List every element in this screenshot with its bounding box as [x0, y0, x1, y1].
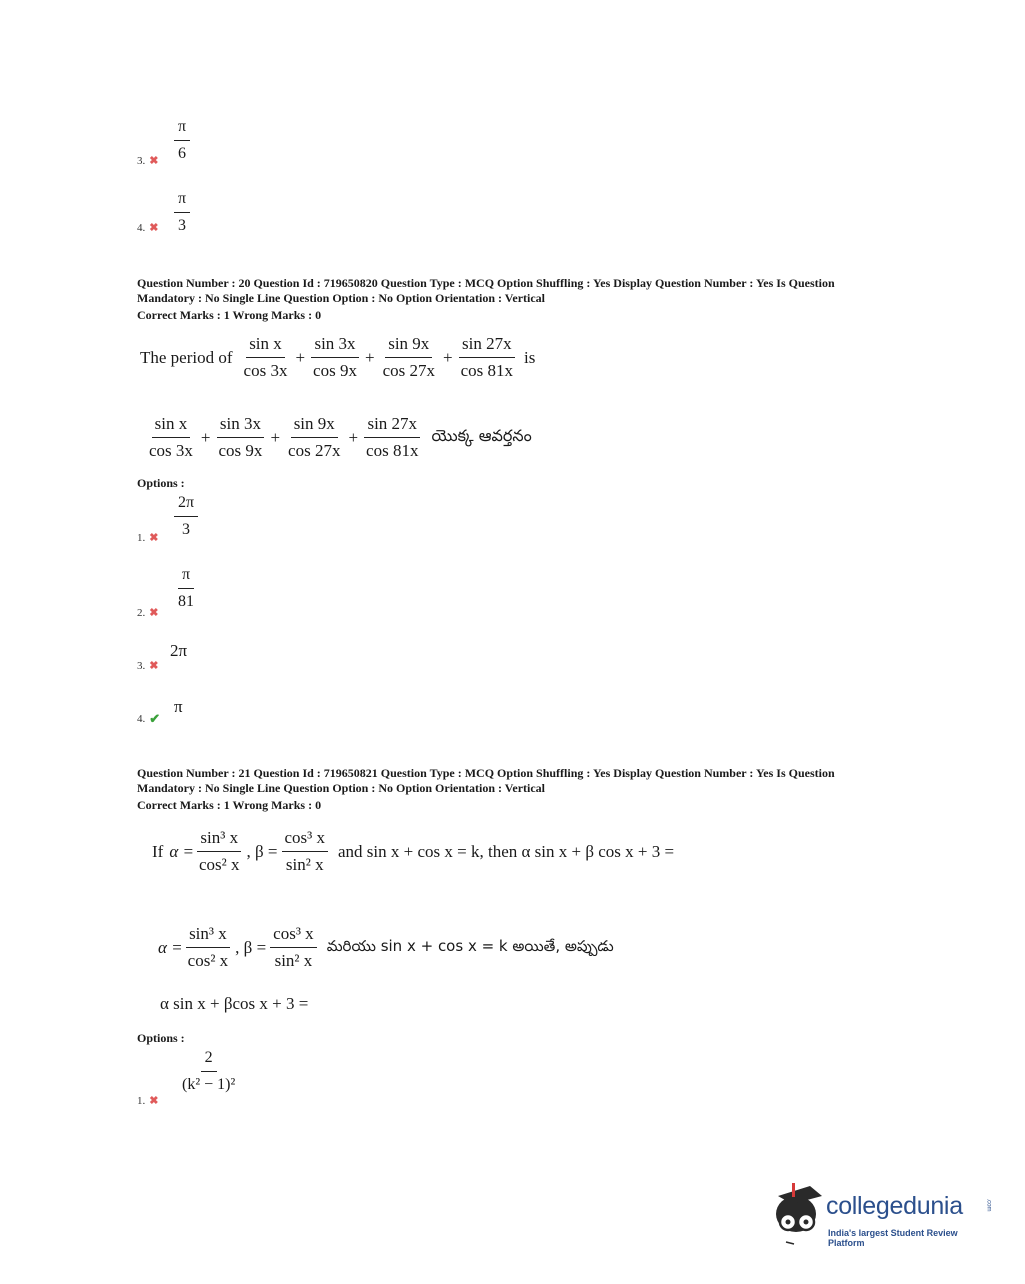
- q21-beta-fraction: $\frac{\text{cos³ x}}{\text{sin² x}}$: [282, 828, 329, 875]
- q20-option-1-fraction: $\frac{2\pi}{3}$: [174, 494, 198, 539]
- prev-option-3-fraction: $\frac{\pi}{6}$: [174, 118, 190, 163]
- q20-te-term-2: $\frac{\sin 3x}{\cos 9x}$: [218, 414, 263, 460]
- q20-term-4: $\frac{\sin 27x}{\cos 81x}$: [460, 334, 513, 380]
- q20-option-2-fraction: $\frac{\pi}{81}$: [178, 566, 194, 610]
- wrong-icon: ✖: [149, 222, 159, 234]
- q20-options-heading: Options :: [137, 476, 185, 490]
- q21-te-alpha-fraction: $\frac{\text{sin³ x}}{\text{cos² x}}$: [187, 924, 229, 970]
- mascot-icon: [770, 1180, 828, 1246]
- q21-telugu-question: α = $\frac{\text{sin³ x}}{\text{cos² x}}$ , β = $\frac{\text{cos³ x}}{\text{sin² x}}$ మరియు sin x + cos x = k అయితే, అప్పుడు: [158, 924, 614, 970]
- logo-suffix: .com: [985, 1198, 992, 1212]
- q21-meta: Question Number : 21 Question Id : 719650821 Question Type : MCQ Option Shuffling : Yes Display Question Number : Yes Is Question Mandatory : No Single Line Question Option : No Option Orientation : Vertical Correct Marks : 1 Wrong Marks : 0: [137, 766, 835, 812]
- q20-option-2-label[interactable]: 2. ✖: [137, 606, 159, 619]
- q21-telugu-question-line2: α sin x + βcos x + 3 =: [160, 994, 309, 1013]
- q21-alpha-fraction: $\frac{\text{sin³ x}}{\text{cos² x}}$: [198, 828, 240, 874]
- logo-tagline: India's largest Student Review Platform: [828, 1228, 958, 1248]
- wrong-icon: ✖: [149, 1095, 159, 1107]
- q21-option-1-fraction: $\frac{2}{\text{(k² − 1)²}}$: [182, 1049, 236, 1093]
- prev-option-3-label: 3. ✖: [137, 154, 159, 167]
- q21-english-question: If α = $\frac{\text{sin³ x}}{\text{cos² x}}$ , β = $\frac{\text{cos³ x}}{\text{sin² x}}$ and sin x + cos x = k, then α sin x + β cos x + 3 =: [152, 828, 675, 874]
- q21-te-beta-fraction: $\frac{\text{cos³ x}}{\text{sin² x}}$: [270, 924, 317, 971]
- q21-option-1-label[interactable]: 1. ✖: [137, 1094, 159, 1107]
- wrong-icon: ✖: [149, 155, 159, 167]
- q20-te-term-1: $\frac{\text{sin x}}{\cos 3x}$: [149, 414, 193, 460]
- q21-options-heading: Options :: [137, 1031, 185, 1045]
- prev-option-4-label: 4. ✖: [137, 221, 159, 234]
- prev-option-4-fraction: $\frac{\pi}{3}$: [174, 190, 190, 235]
- checkmark-icon: ✔: [149, 711, 161, 726]
- q20-option-4-label[interactable]: 4. ✔: [137, 711, 161, 726]
- wrong-icon: ✖: [149, 660, 159, 672]
- q20-option-3-text: 2π: [170, 641, 188, 660]
- q20-telugu-question: $\frac{\text{sin x}}{\cos 3x}$ + $\frac{\sin 3x}{\cos 9x}$ + $\frac{\sin 9x}{\cos 27x}$ + $\frac{\sin 27x}{\cos 81x}$ యొక్క ఆవర్తనం: [144, 414, 532, 461]
- logo-wordmark: collegedunia: [826, 1192, 963, 1220]
- q20-option-4-text: π: [174, 697, 183, 716]
- q20-te-term-3: $\frac{\sin 9x}{\cos 27x}$: [288, 414, 341, 460]
- q20-te-term-4: $\frac{\sin 27x}{\cos 81x}$: [366, 414, 419, 460]
- q20-option-3-label[interactable]: 3. ✖: [137, 659, 159, 672]
- wrong-icon: ✖: [149, 607, 159, 619]
- q20-option-1-label[interactable]: 1. ✖: [137, 531, 159, 544]
- wrong-icon: ✖: [149, 532, 159, 544]
- q20-term-1: $\frac{\text{sin x}}{\cos 3x}$: [243, 334, 288, 380]
- q20-english-question: The period of $\frac{\text{sin x}}{\cos 3x}$ + $\frac{\sin 3x}{\cos 9x}$ + $\frac{\sin 9x}{\cos 27x}$ + $\frac{\sin 27x}{\cos 81x}$ is: [140, 334, 536, 380]
- collegedunia-logo: [770, 1180, 990, 1250]
- q20-term-2: $\frac{\sin 3x}{\cos 9x}$: [313, 334, 357, 380]
- q20-term-3: $\frac{\sin 9x}{\cos 27x}$: [382, 334, 435, 380]
- q20-meta: Question Number : 20 Question Id : 719650820 Question Type : MCQ Option Shuffling : Yes Display Question Number : Yes Is Question Mandatory : No Single Line Question Option : No Option Orientation : Vertical Correct Marks : 1 Wrong Marks : 0: [137, 276, 835, 322]
